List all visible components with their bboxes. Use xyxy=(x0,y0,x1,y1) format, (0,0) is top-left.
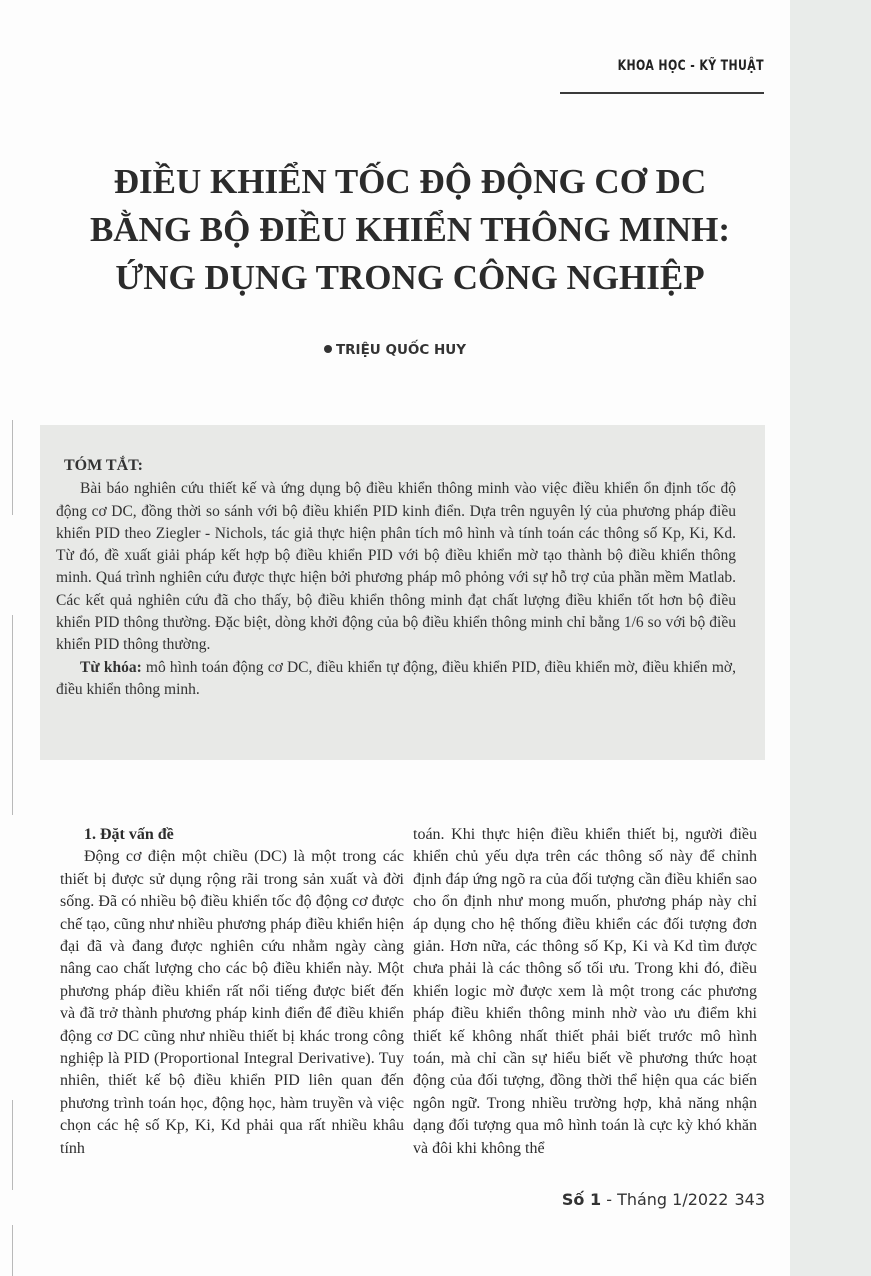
keywords-text: mô hình toán động cơ DC, điều khiển tự động, điều khiển PID, điều khiển mờ, điều khiển mờ, điều khiển thông minh. xyxy=(56,658,736,698)
keywords xyxy=(56,657,736,702)
title-line: ỨNG DỤNG TRONG CÔNG NGHIỆP xyxy=(115,258,705,297)
issue-number: Số 1 xyxy=(561,1190,602,1209)
bullet-icon xyxy=(324,345,332,353)
header-divider xyxy=(560,92,764,94)
page-margin-strip xyxy=(790,0,871,1276)
margin-rule xyxy=(12,1100,13,1190)
body-column-right xyxy=(413,824,757,1160)
paragraph: toán. Khi thực hiện điều khiển thiết bị, người điều khiển chủ yếu dựa trên các thông số này để chỉnh định đáp ứng ngõ ra của đối tượng cần điều khiển sao cho ổn định như mong muốn, phương pháp này chỉ áp dụng cho hệ thống điều khiển các đối tượng đơn giản. Hơn nữa, các thông số Kp, Ki và Kd tìm được chưa phải là các thông số tối ưu. Trong khi đó, điều khiển logic mờ được xem là một trong các phương pháp điều khiển thông minh nhờ vào ưu điểm khi thiết kế không nhất thiết phải biết trước mô hình toán, mà chỉ cần sự hiểu biết về phương thức hoạt động của đối tượng, đồng thời thể hiện qua các biến ngôn ngữ. Trong nhiều trường hợp, khả năng nhận dạng đối tượng qua mô hình toán là cực kỳ khó khăn và đôi khi không thể xyxy=(413,826,757,1157)
margin-rule xyxy=(12,1225,13,1276)
paragraph: Động cơ điện một chiều (DC) là một trong các thiết bị được sử dụng rộng rãi trong sản xuất và đời sống. Đã có nhiều bộ điều khiển tốc độ động cơ được chế tạo, cũng như nhiều phương pháp điều khiển hiện đại đã và đang được nghiên cứu nhằm ngày càng nâng cao chất lượng cho các bộ điều khiển này. Một phương pháp điều khiển rất nổi tiếng được biết đến và đã trở thành phương pháp kinh điển để điều khiển động cơ DC cũng như nhiều thiết bị khác trong công nghiệp là PID (Proportional Integral Derivative). Tuy nhiên, thiết kế bộ điều khiển PID liên quan đến phương trình toán học, động học, hàm truyền và việc chọn các hệ số Kp, Ki, Kd phải qua rất nhiều khâu tính xyxy=(60,848,404,1157)
abstract xyxy=(56,455,736,701)
body-column-left xyxy=(60,824,404,1160)
abstract-heading: TÓM TẮT: xyxy=(64,457,143,474)
keywords-label: Từ khóa: xyxy=(80,658,142,676)
page-footer xyxy=(560,1190,765,1209)
section-header: KHOA HỌC - KỸ THUẬT xyxy=(617,58,764,74)
abstract-body: Bài báo nghiên cứu thiết kế và ứng dụng bộ điều khiển thông minh vào việc điều khiển ổn định tốc độ động cơ DC, đồng thời so sánh với bộ điều khiển PID kinh điển. Dựa trên nguyên lý của phương pháp điều khiển PID theo Ziegler - Nichols, tác giả thực hiện phân tích mô hình và tính toán các thông số Kp, Ki, Kd. Từ đó, đề xuất giải pháp kết hợp bộ điều khiển PID với bộ điều khiển mờ tạo thành bộ điều khiển thông minh. Quá trình nghiên cứu được thực hiện bởi phương pháp mô phỏng với sự hỗ trợ của phần mềm Matlab. Các kết quả nghiên cứu đã cho thấy, bộ điều khiển thông minh đạt chất lượng điều khiển tốt hơn bộ điều khiển PID thông thường. Đặc biệt, dòng khởi động của bộ điều khiển thông minh chỉ bằng 1/6 so với bộ điều khiển PID thông thường. xyxy=(56,480,736,654)
title-line: ĐIỀU KHIỂN TỐC ĐỘ ĐỘNG CƠ DC xyxy=(113,162,707,201)
margin-rule xyxy=(12,420,13,515)
title-line: BẰNG BỘ ĐIỀU KHIỂN THÔNG MINH: xyxy=(89,210,731,249)
author-line xyxy=(0,342,790,358)
section-heading: 1. Đặt vấn đề xyxy=(84,826,174,843)
page-number: 343 xyxy=(734,1190,765,1209)
author-name: TRIỆU QUỐC HUY xyxy=(335,342,467,358)
margin-rule xyxy=(12,615,13,815)
article-title xyxy=(60,158,760,302)
issue-date: Tháng 1/2022 xyxy=(617,1190,729,1209)
footer-separator: - xyxy=(601,1190,618,1209)
